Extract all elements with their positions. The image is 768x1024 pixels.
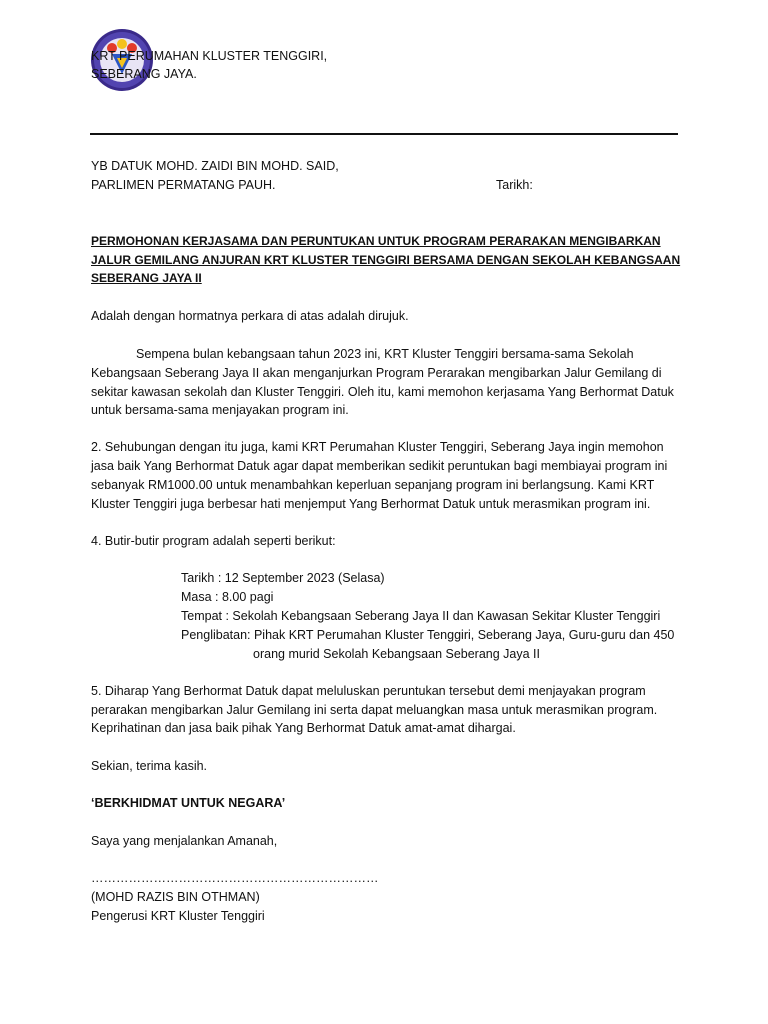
para4-line: perarakan mengibarkan Jalur Gemilang ini serta dapat meluangkan masa untuk merasmikan program.	[91, 703, 658, 717]
detail-date: Tarikh : 12 September 2023 (Selasa)	[181, 571, 385, 585]
subject-line2: JALUR GEMILANG ANJURAN KRT KLUSTER TENGGIRI BERSAMA DENGAN SEKOLAH KEBANGSAAN	[91, 253, 681, 267]
recipient-line2: PARLIMEN PERMATANG PAUH.	[91, 178, 276, 192]
signatory-title: Pengerusi KRT Kluster Tenggiri	[91, 909, 265, 923]
subject-line1: PERMOHONAN KERJASAMA DAN PERUNTUKAN UNTUK PROGRAM PERARAKAN MENGIBARKAN	[91, 234, 661, 248]
trust-line: Saya yang menjalankan Amanah,	[91, 834, 278, 848]
sender-org-line1: KRT PERUMAHAN KLUSTER TENGGIRI,	[91, 49, 328, 63]
para4-line: Keprihatinan dan jasa baik pihak Yang Berhormat Datuk amat-amat dihargai.	[91, 721, 516, 735]
details-intro: 4. Butir-butir program adalah seperti berikut:	[91, 534, 336, 548]
detail-participants: Penglibatan: Pihak KRT Perumahan Kluster Tenggiri, Seberang Jaya, Guru-guru dan 450	[181, 628, 675, 642]
detail-place: Tempat : Sekolah Kebangsaan Seberang Jaya II dan Kawasan Sekitar Kluster Tenggiri	[181, 609, 661, 623]
greeting: Adalah dengan hormatnya perkara di atas adalah dirujuk.	[91, 309, 409, 323]
recipient-line1: YB DATUK MOHD. ZAIDI BIN MOHD. SAID,	[91, 159, 339, 173]
closing: Sekian, terima kasih.	[91, 759, 208, 773]
subject-line3: SEBERANG JAYA II	[91, 271, 202, 285]
motto: ‘BERKHIDMAT UNTUK NEGARA’	[91, 796, 286, 810]
para2-line: sebanyak RM1000.00 untuk menambahkan keperluan sepanjang program ini berlangsung. Kami KRT	[91, 478, 655, 492]
signature-dots: ……………………………………………………………	[91, 871, 379, 885]
sender-org-line2: SEBERANG JAYA.	[91, 67, 197, 81]
para1-line: Kebangsaan Seberang Jaya II akan menganjurkan Program Perarakan mengibarkan Jalur Gemilang di	[91, 366, 662, 380]
date-label: Tarikh:	[496, 178, 533, 192]
signatory-name: (MOHD RAZIS BIN OTHMAN)	[91, 890, 260, 904]
para2-line: jasa baik Yang Berhormat Datuk agar dapat memberikan sedikit peruntukan bagi membiayai program ini	[91, 459, 668, 473]
para1-line: sekitar kawasan sekolah dan Kluster Tenggiri. Oleh itu, kami memohon kerjasama Yang Berhormat Datuk	[91, 385, 674, 399]
para1-line: Sempena bulan kebangsaan tahun 2023 ini, KRT Kluster Tenggiri bersama-sama Sekolah	[136, 347, 634, 361]
header-divider	[90, 133, 678, 135]
para1-line: untuk bersama-sama menjayakan program ini.	[91, 403, 349, 417]
detail-participants-cont: orang murid Sekolah Kebangsaan Seberang Jaya II	[253, 647, 540, 661]
para2-line: 2. Sehubungan dengan itu juga, kami KRT Perumahan Kluster Tenggiri, Seberang Jaya ingin memohon	[91, 440, 664, 454]
para4-line: 5. Diharap Yang Berhormat Datuk dapat meluluskan peruntukan tersebut demi menjayakan program	[91, 684, 646, 698]
para2-line: Kluster Tenggiri juga berbesar hati menjemput Yang Berhormat Datuk untuk merasmikan program ini.	[91, 497, 651, 511]
detail-time: Masa : 8.00 pagi	[181, 590, 274, 604]
